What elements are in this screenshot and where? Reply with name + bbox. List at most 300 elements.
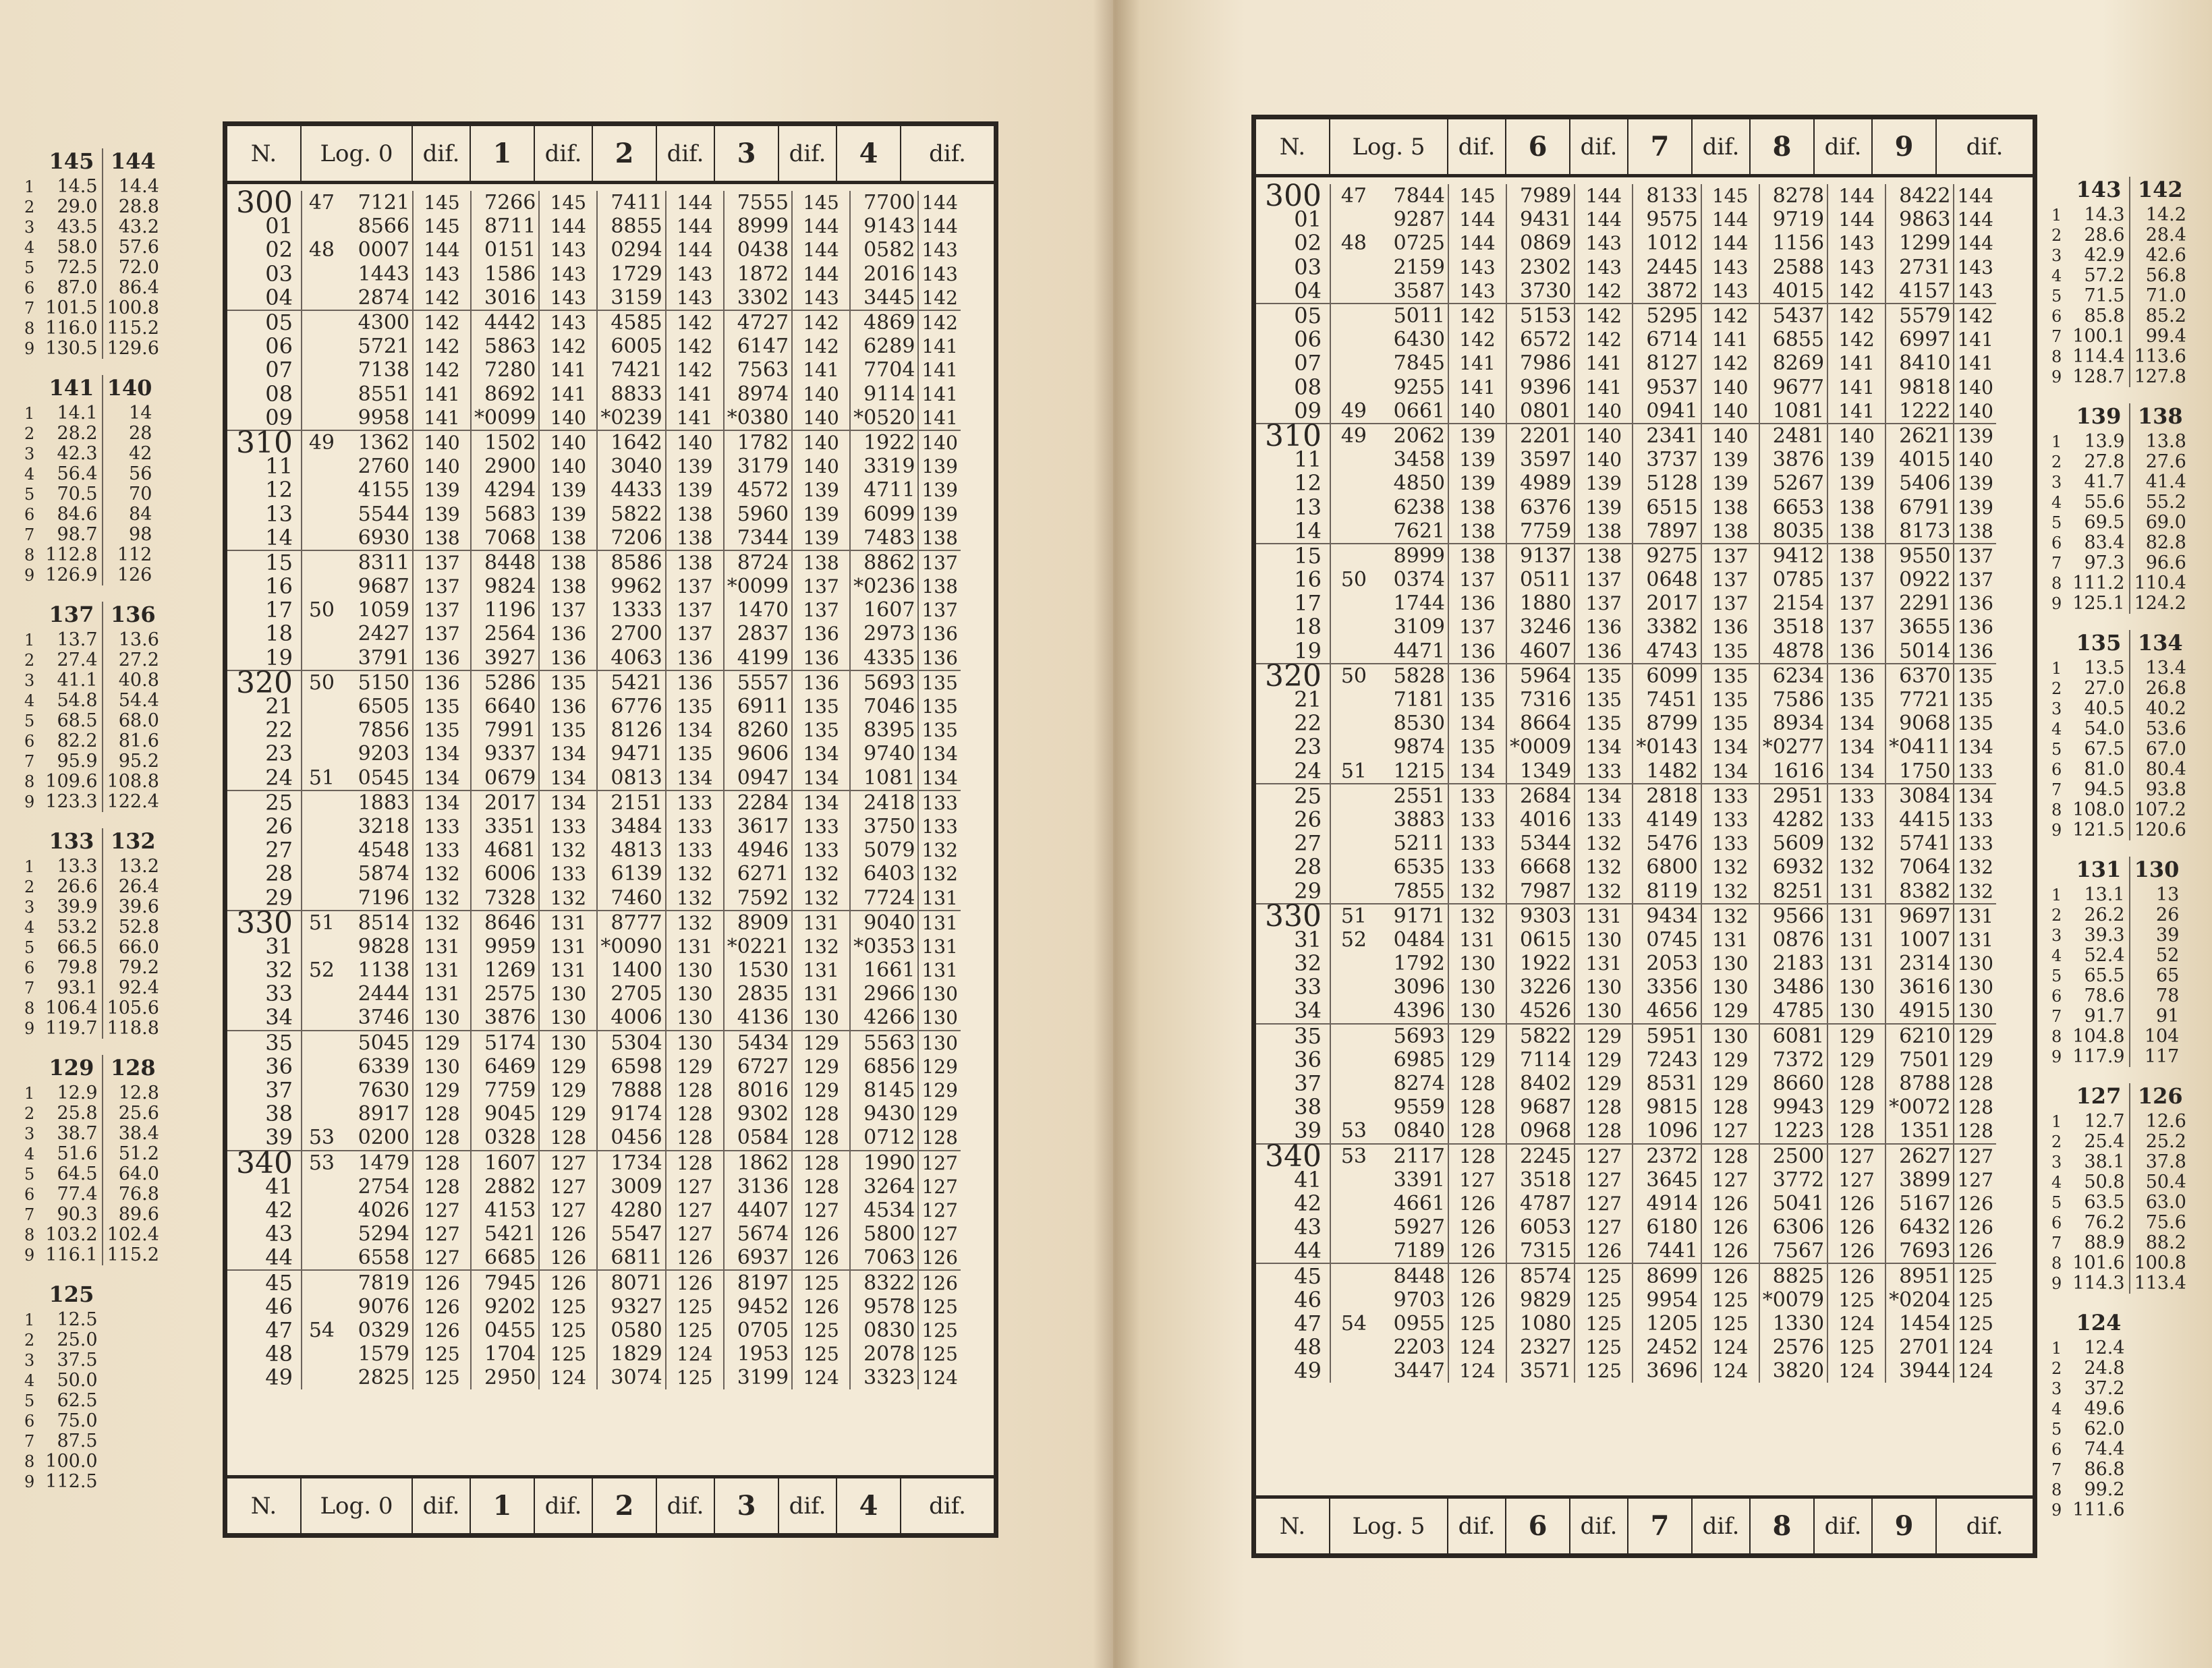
difference-cell: 134 [539,790,597,815]
difference-cell: 128 [413,1102,471,1126]
mantissa-cell: 6930 [339,526,413,550]
difference-cell: 126 [539,1270,597,1294]
table-row [227,238,961,262]
pp-value: 26.6 [57,876,98,897]
table-row [227,695,961,718]
table-row [1256,231,1996,255]
mantissa-cell: *0221 [724,935,792,958]
mantissa-prefix [302,862,339,886]
table-row [227,1102,961,1126]
difference-cell: 125 [1575,1288,1633,1312]
pp-row [20,998,163,1018]
row-number: 320 [227,670,302,695]
mantissa-cell: 6932 [1759,855,1827,879]
row-number: 35 [227,1031,302,1055]
mantissa-cell: 1744 [1371,592,1448,615]
log-table-left [223,121,998,1538]
mantissa-cell: 4534 [850,1199,918,1222]
mantissa-cell: 3899 [1885,1168,1954,1192]
mantissa-cell: 7621 [1371,519,1448,544]
mantissa-cell: 8071 [597,1270,665,1294]
mantissa-cell: 7046 [850,695,918,718]
difference-cell: 128 [413,1126,471,1150]
pp-value: 12.8 [103,1083,163,1103]
difference-cell: 137 [1448,568,1506,592]
mantissa-cell: 5150 [339,670,413,695]
footer-log: Log. 5 [1330,1499,1448,1553]
table-row [1256,759,1996,784]
mantissa-cell: 8395 [850,718,918,742]
mantissa-cell: 3617 [724,815,792,838]
mantissa-prefix [302,622,339,645]
mantissa-cell: 2825 [339,1366,413,1389]
mantissa-cell: 6432 [1885,1215,1954,1239]
mantissa-cell: 1616 [1759,759,1827,784]
mantissa-cell: 3486 [1759,975,1827,999]
mantissa-cell: 9687 [1506,1095,1575,1119]
difference-cell: 130 [918,1006,960,1030]
difference-cell: 134 [1701,759,1759,784]
pp-row [2047,739,2190,759]
table-row [1256,1168,1996,1192]
difference-cell: 127 [1575,1192,1633,1215]
difference-cell: 130 [413,1006,471,1030]
difference-cell: 132 [413,862,471,886]
mantissa-cell: 3458 [1371,448,1448,471]
table-row [1256,399,1996,424]
mantissa-cell: 2062 [1371,424,1448,448]
difference-cell: 125 [1701,1288,1759,1312]
mantissa-cell: 5828 [1371,664,1448,688]
mantissa-cell: 4946 [724,838,792,862]
pp-row [2047,1172,2190,1192]
mantissa-cell: *0009 [1506,735,1575,759]
difference-cell: 129 [792,1055,850,1079]
mantissa-cell: 9430 [850,1102,918,1126]
pp-row [20,1411,102,1431]
mantissa-cell: 3264 [850,1175,918,1199]
mantissa-cell: 1734 [597,1151,665,1175]
pp-value: 56 [103,464,157,484]
difference-cell: 138 [1448,495,1506,519]
row-number: 44 [1256,1239,1330,1263]
header-digit-6: 6 [1506,119,1570,174]
difference-cell: 137 [1448,615,1506,639]
difference-cell: 132 [1827,832,1885,855]
difference-cell: 144 [1575,208,1633,231]
pp-index: 4 [24,691,35,710]
difference-cell: 135 [666,742,724,766]
table-row [1256,639,1996,664]
pp-row [20,1018,163,1039]
table-row [227,1199,961,1222]
pp-index: 6 [2051,534,2062,552]
pp-value: 105.6 [103,998,163,1018]
pp-row [2047,658,2190,679]
mantissa-cell: *0277 [1759,735,1827,759]
table-footer [1256,1495,2033,1553]
mantissa-cell: 2445 [1633,256,1701,279]
row-number: 43 [1256,1215,1330,1239]
mantissa-cell: 1530 [724,958,792,982]
pp-value: 13.8 [2130,432,2190,452]
pp-value: 112.8 [45,544,98,565]
difference-cell: 140 [539,455,597,478]
mantissa-cell: 8127 [1633,351,1701,375]
mantissa-cell: 8311 [339,550,413,575]
mantissa-cell: 2835 [724,982,792,1006]
pp-value: 68.0 [103,711,163,731]
row-number: 21 [1256,688,1330,712]
difference-cell: 145 [1448,184,1506,208]
difference-cell: 130 [666,1006,724,1030]
pp-row [2047,1358,2129,1379]
mantissa-cell: 5344 [1506,832,1575,855]
mantissa-cell: 5406 [1885,471,1954,495]
table-row [227,502,961,525]
mantissa-cell: 1333 [597,598,665,622]
mantissa-cell: 0455 [471,1319,539,1342]
table-row [1256,928,1996,952]
difference-cell: 130 [1957,952,1993,975]
footer-digit-1: 1 [471,1478,535,1533]
difference-cell: 130 [666,958,724,982]
row-number: 07 [1256,351,1330,375]
pp-index: 5 [2051,740,2062,759]
difference-cell: 144 [1827,184,1885,208]
mantissa-prefix [1330,1215,1371,1239]
mantissa-cell: 3199 [724,1366,792,1389]
pp-value: 12.6 [2130,1112,2190,1132]
difference-cell: 145 [792,191,850,214]
difference-cell: 125 [1575,1312,1633,1335]
row-number: 29 [1256,879,1330,903]
mantissa-cell: 6238 [1371,495,1448,519]
row-number: 25 [227,790,302,815]
mantissa-cell: 4711 [850,478,918,502]
pp-index: 4 [2051,266,2062,285]
difference-cell: 138 [666,526,724,550]
mantissa-prefix [1330,448,1371,471]
table-row [227,1246,961,1270]
difference-cell: 129 [1701,1072,1759,1095]
mantissa-cell: 8322 [850,1270,918,1294]
pp-value: 52 [2130,946,2184,966]
mantissa-prefix [1330,351,1371,375]
row-number: 27 [1256,832,1330,855]
pp-value: 119.7 [45,1018,98,1039]
difference-cell: 125 [413,1342,471,1366]
difference-cell: 133 [1701,784,1759,808]
pp-index: 9 [2051,594,2062,613]
mantissa-cell: 1215 [1371,759,1448,784]
mantissa-cell: 3645 [1633,1168,1701,1192]
difference-cell: 141 [918,406,960,430]
mantissa-cell: 8126 [597,718,665,742]
mantissa-cell: 3445 [850,286,918,310]
difference-cell: 142 [918,286,960,310]
mantissa-cell: 3944 [1885,1359,1954,1383]
difference-cell: 138 [1827,544,1885,568]
difference-cell: 124 [1448,1335,1506,1359]
mantissa-cell: 9943 [1759,1095,1827,1119]
pp-corner [2047,1083,2068,1112]
table-row [1256,952,1996,975]
pp-index: 6 [24,505,35,524]
table-row [227,455,961,478]
mantissa-cell: 0813 [597,766,665,790]
mantissa-cell: 7693 [1885,1239,1954,1263]
mantissa-cell: 0374 [1371,568,1448,592]
pp-row [20,1451,102,1472]
difference-cell: 125 [1827,1335,1885,1359]
difference-cell: 130 [413,1055,471,1079]
mantissa-cell: 4585 [597,310,665,335]
table-row [1256,712,1996,735]
difference-cell: 137 [1827,592,1885,615]
difference-cell: 139 [1957,496,1993,519]
pp-value: 58.0 [57,237,98,258]
pp-value: 13 [2130,885,2184,905]
row-number: 49 [227,1366,302,1389]
footer-digit-2: 2 [593,1478,657,1533]
pp-value: 28.2 [57,423,98,444]
pp-value: 74.4 [2084,1439,2125,1460]
mantissa-cell: 0661 [1371,399,1448,424]
mantissa-cell: 5476 [1633,832,1701,855]
row-number: 37 [227,1079,302,1102]
difference-cell: 128 [666,1102,724,1126]
mantissa-cell: 9740 [850,742,918,766]
mantissa-prefix [302,1079,339,1102]
mantissa-cell: 4016 [1506,808,1575,832]
difference-cell: 128 [1827,1119,1885,1143]
difference-cell: 126 [666,1246,724,1270]
row-number: 34 [1256,999,1330,1023]
difference-cell: 125 [666,1319,724,1342]
mantissa-cell: 6937 [724,1246,792,1270]
pp-index: 1 [2051,659,2062,678]
mantissa-cell: 5822 [597,502,665,525]
mantissa-cell: *0099 [724,575,792,598]
mantissa-cell: 9171 [1371,904,1448,928]
mantissa-cell: 2951 [1759,784,1827,808]
mantissa-cell: 6997 [1885,328,1954,351]
difference-cell: 130 [1448,999,1506,1023]
pp-value: 103.2 [45,1224,98,1245]
pp-value: 69.0 [2130,513,2190,533]
pp-row [2047,759,2190,780]
mantissa-cell: 6598 [597,1055,665,1079]
mantissa-cell: 6668 [1506,855,1575,879]
mantissa-cell: 4149 [1633,808,1701,832]
mantissa-prefix [1330,1288,1371,1312]
pp-value: 108.8 [103,772,163,792]
mantissa-cell: 5964 [1506,664,1575,688]
mantissa-prefix: 48 [1340,231,1367,256]
row-number: 33 [1256,975,1330,999]
difference-cell: 127 [413,1222,471,1246]
mantissa-cell: 0869 [1506,231,1575,255]
mantissa-cell: 3791 [339,646,413,670]
table-row [1256,208,1996,231]
difference-cell: 132 [1448,879,1506,903]
row-number: 28 [1256,855,1330,879]
mantissa-cell: 3876 [471,1006,539,1030]
mantissa-cell: 2203 [1371,1335,1448,1359]
difference-cell: 135 [1448,735,1506,759]
mantissa-prefix [302,1270,339,1294]
pp-index: 9 [24,1246,35,1265]
pp-index: 4 [2051,493,2062,512]
pp-value: 109.6 [45,771,98,792]
difference-cell: 128 [1701,1144,1759,1168]
pp-index: 8 [24,1226,35,1244]
difference-cell: 140 [1957,376,1993,399]
pp-header: 144 [103,148,163,177]
mantissa-prefix [1330,519,1371,544]
mantissa-cell: 9255 [1371,376,1448,399]
pp-index: 2 [2051,906,2062,925]
pp-value: 13.4 [2130,658,2190,679]
difference-cell: 125 [1957,1288,1993,1311]
mantissa-cell: 3597 [1506,448,1575,471]
row-number: 15 [1256,544,1330,568]
mantissa-cell: 4607 [1506,639,1575,664]
row-number: 19 [1256,639,1330,664]
table-row [227,214,961,238]
pp-value: 53.6 [2130,719,2190,739]
pp-index: 8 [2051,347,2062,366]
row-number: 41 [227,1175,302,1199]
pp-value: 41.4 [2130,472,2190,492]
mantissa-cell: 1579 [339,1342,413,1366]
mantissa-cell: 3616 [1885,975,1954,999]
row-number: 36 [1256,1048,1330,1072]
mantissa-cell: 6776 [597,695,665,718]
mantissa-cell: 1661 [850,958,918,982]
pp-index: 9 [2051,1274,2062,1293]
difference-cell: 132 [921,863,958,886]
mantissa-cell: 9137 [1506,544,1575,568]
mantissa-prefix [302,1031,339,1055]
pp-corner [20,1282,41,1310]
mantissa-cell: 2973 [850,622,918,645]
pp-row [20,403,156,424]
pp-value: 64.0 [103,1164,163,1184]
pp-value: 88.2 [2130,1233,2190,1253]
difference-cell: 139 [792,526,850,550]
difference-cell: 144 [1957,232,1993,255]
mantissa-cell: 1586 [471,262,539,286]
mantissa-cell: 2621 [1885,424,1954,448]
difference-cell: 139 [1701,448,1759,471]
mantissa-cell: 6911 [724,695,792,718]
difference-cell: 127 [1957,1168,1993,1191]
proportional-parts-block [20,602,163,812]
mantissa-cell: *0353 [850,935,918,958]
mantissa-cell: 0511 [1506,568,1575,592]
mantissa-cell: 8951 [1885,1263,1954,1288]
pp-value: 76.8 [103,1184,163,1205]
pp-corner [2047,857,2068,885]
difference-cell: 128 [413,1151,471,1175]
difference-cell: 134 [413,790,471,815]
pp-row [2047,225,2190,246]
mantissa-cell: *0520 [850,406,918,430]
row-number: 45 [227,1270,302,1294]
table-row [227,1055,961,1079]
mantissa-cell: 5294 [339,1222,413,1246]
difference-cell: 125 [921,1295,958,1318]
mantissa-cell: 9471 [597,742,665,766]
table-row [227,766,961,790]
mantissa-cell: 1990 [850,1151,918,1175]
table-row [227,622,961,645]
pp-row [20,857,163,877]
mantissa-prefix [302,478,339,502]
row-number: 09 [1256,399,1330,424]
difference-cell: 129 [1448,1024,1506,1048]
pp-index: 9 [24,566,35,585]
pp-value: 86.4 [103,278,163,298]
mantissa-cell: 8035 [1759,519,1827,544]
mantissa-cell: *0072 [1885,1095,1954,1119]
row-number: 16 [227,575,302,598]
row-number: 300 [1256,184,1330,208]
table-row [1256,784,1996,808]
difference-cell: 129 [1575,1024,1633,1048]
pp-index: 3 [2051,1153,2062,1172]
mantissa-cell: 1059 [339,598,413,622]
pp-index: 1 [2051,1339,2062,1358]
pp-row [20,1472,102,1492]
pp-header: 136 [103,602,163,630]
mantissa-cell: *0411 [1885,735,1954,759]
mantissa-prefix [1330,712,1371,735]
mantissa-cell: 8197 [724,1270,792,1294]
header-dif: dif. [1815,119,1873,174]
mantissa-cell: 3391 [1371,1168,1448,1192]
table-row [227,815,961,838]
difference-cell: 135 [921,719,958,742]
pp-row [2047,306,2190,326]
difference-cell: 134 [1701,735,1759,759]
pp-index: 7 [24,299,35,318]
mantissa-cell: 6535 [1371,855,1448,879]
pp-row [2047,246,2190,266]
row-number: 15 [227,550,302,575]
difference-cell: 140 [1575,424,1633,448]
mantissa-cell: 7704 [850,358,918,382]
pp-value: 130.5 [45,338,98,359]
mantissa-cell: 1299 [1885,231,1954,255]
pp-index: 2 [2051,453,2062,471]
proportional-parts-block [2047,630,2190,840]
mantissa-cell: 1704 [471,1342,539,1366]
difference-cell: 127 [921,1175,958,1198]
pp-value: 27.0 [2084,678,2125,699]
pp-row [20,424,156,444]
pp-row [20,464,156,484]
row-number: 41 [1256,1168,1330,1192]
mantissa-cell: 4015 [1885,448,1954,471]
difference-cell: 127 [666,1199,724,1222]
difference-cell: 126 [1957,1192,1993,1215]
row-number: 46 [227,1295,302,1319]
pp-value: 101.6 [2072,1253,2125,1273]
mantissa-cell: 9337 [471,742,539,766]
